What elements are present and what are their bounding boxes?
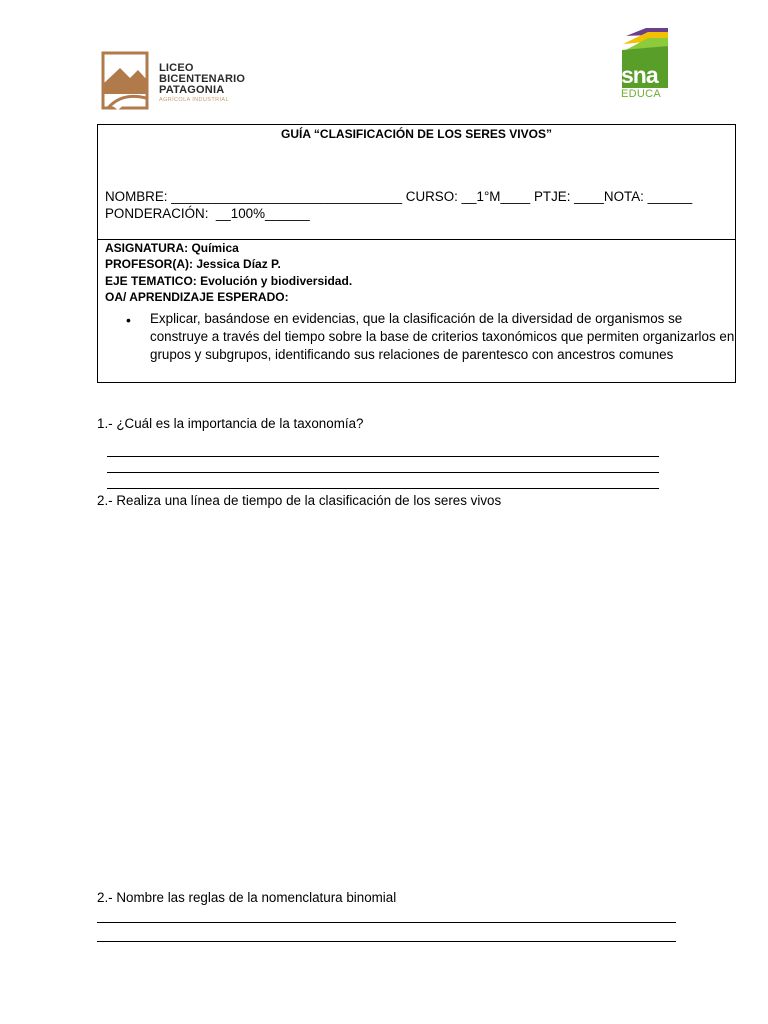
liceo-emblem-icon (100, 50, 154, 114)
liceo-name-line3: PATAGONIA (159, 84, 225, 96)
sna-wordmark: sna (621, 62, 658, 88)
liceo-subtitle: AGRÍCOLA INDUSTRIAL (159, 97, 229, 103)
answer-line-5[interactable] (97, 941, 676, 942)
answer-line-4[interactable] (97, 922, 676, 923)
bullet-dot-icon: • (126, 312, 131, 328)
question-3: 2.- Nombre las reglas de la nomenclatura binomial (97, 890, 397, 905)
educa-wordmark: EDUCA (621, 88, 662, 100)
learning-objective-text: Explicar, basándose en evidencias, que la clasificación de la diversidad de organismos se construye a través del tiempo sobre la base de criterios taxonómicos que permiten organizarlos en grupos y subgrupos, identificando sus relaciones de parentesco con ancestros comunes (150, 311, 735, 362)
guide-title: GUÍA “CLASIFICACIÓN DE LOS SERES VIVOS” (281, 127, 552, 141)
question-1: 1.- ¿Cuál es la importancia de la taxonomía? (97, 416, 364, 431)
profesor-label: PROFESOR(A): Jessica Díaz P. (105, 257, 281, 271)
answer-line-1[interactable] (107, 456, 659, 457)
header-form-box (97, 124, 736, 240)
answer-line-2[interactable] (107, 472, 659, 473)
answer-line-3[interactable] (107, 488, 659, 489)
course-info-box (97, 239, 736, 383)
eje-tematico-label: EJE TEMATICO: Evolución y biodiversidad. (105, 274, 353, 288)
liceo-logo (100, 50, 260, 114)
sna-educa-logo (618, 26, 672, 102)
question-2: 2.- Realiza una línea de tiempo de la clasificación de los seres vivos (97, 493, 502, 508)
oa-label: OA/ APRENDIZAJE ESPERADO: (105, 290, 289, 304)
asignatura-label: ASIGNATURA: Química (105, 241, 239, 255)
student-fields-line: NOMBRE: _______________________________ CURSO: __1°M____ PTJE: ____NOTA: ______ (105, 189, 693, 204)
timeline-answer-area[interactable] (97, 520, 737, 870)
liceo-name-line2: BICENTENARIO (159, 73, 246, 85)
liceo-name-line1: LICEO (159, 62, 194, 74)
ponderacion-line: PONDERACIÓN: __100%______ (105, 206, 310, 221)
